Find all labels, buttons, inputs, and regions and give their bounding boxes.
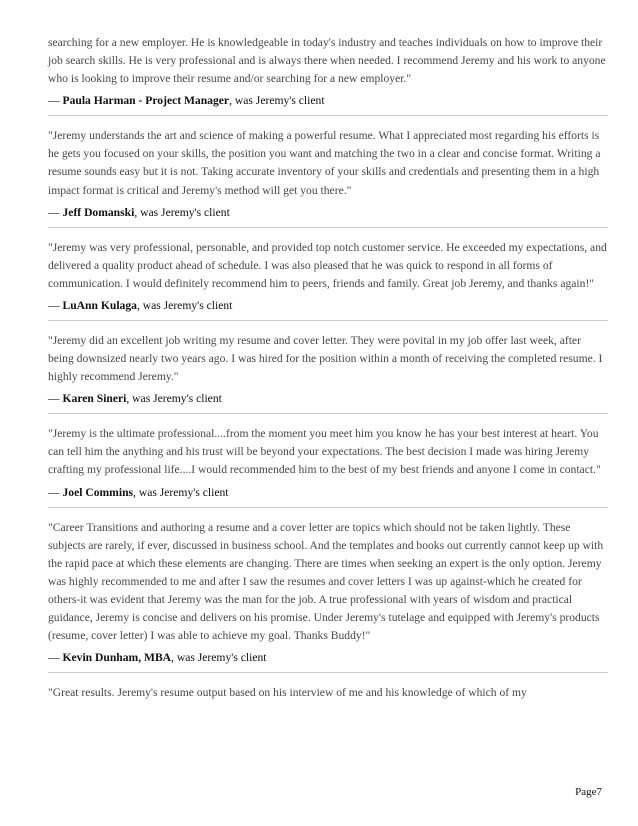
testimonial [48, 332, 608, 414]
attribution-suffix: , was Jeremy's client [134, 205, 230, 219]
attribution-suffix: , was Jeremy's client [171, 651, 267, 665]
testimonial [48, 684, 608, 702]
client-name: Karen Sineri [62, 392, 127, 406]
testimonial [48, 239, 608, 321]
testimonial-quote: "Jeremy was very professional, personable, and provided top notch customer service. He exceeded my expectations, and delivered a quality product ahead of schedule. I was also pleased that he was quick to respond in all forms of communication. I would definitely recommend him to peers, friends and family. Great job Jeremy, and thanks again!" [48, 240, 607, 290]
testimonial-quote: "Jeremy understands the art and science of making a powerful resume. What I appreciated most regarding his efforts is he gets you focused on your skills, the position you want and matching the two in a clear and concise format. Writing a resume sounds easy but it is not. Taking accurate inventory of your skills and credentials and presenting them in a high impact format is critical and Jeremy's method will get you there." [48, 129, 601, 197]
attribution-dash: — [48, 485, 63, 499]
divider [48, 320, 608, 321]
divider [48, 672, 608, 673]
testimonial-quote: "Jeremy did an excellent job writing my resume and cover letter. They were povital in my job offer last week, after being downsized nearly two years ago. I was hired for the position within a month of receiving the completed resume. I highly recommend Jeremy." [48, 333, 603, 384]
attribution-dash: — [48, 205, 63, 219]
divider [48, 227, 608, 228]
attribution-suffix: , was Jeremy's client [126, 392, 222, 406]
divider [48, 413, 608, 414]
client-name: Jeff Domanski [62, 205, 135, 219]
client-name: Joel Commins [62, 485, 134, 499]
attribution-dash: — [48, 392, 63, 406]
testimonials-list [48, 34, 608, 713]
attribution-suffix: , was Jeremy's client [229, 94, 325, 108]
trailing-quote: "Great results. Jeremy's resume output based on his interview of me and his knowledge of which of my [48, 686, 527, 700]
attribution-dash: — [48, 94, 63, 108]
divider [48, 115, 608, 116]
testimonial-quote: "Jeremy is the ultimate professional....from the moment you meet him you know he has your best interest at heart. You can tell him the anything and his trust will be beyond your expectations. The best decision I made was hiring Jeremy crafting my professional life....I would recommended him to the best of my best friends and anyone I come in contact." [48, 427, 601, 477]
page-number: Page7 [575, 786, 602, 798]
testimonial-attribution [48, 92, 608, 110]
testimonial-attribution [48, 297, 608, 315]
testimonial-attribution [48, 204, 608, 222]
testimonial-quote: searching for a new employer. He is knowledgeable in today's industry and teaches individuals on how to improve their job search skills. He is very professional and is always there when needed. I recommend Jeremy and his work to anyone who is looking to improve their resume and/or searching for a new employer." [48, 36, 606, 86]
attribution-suffix: , was Jeremy's client [133, 485, 229, 499]
testimonial-attribution [48, 390, 608, 408]
attribution-dash: — [48, 298, 63, 312]
testimonial-attribution [48, 649, 608, 667]
client-name: Paula Harman - Project Manager [62, 94, 230, 108]
client-name: Kevin Dunham, MBA [62, 651, 172, 665]
client-name: LuAnn Kulaga [62, 298, 137, 312]
divider [48, 507, 608, 508]
testimonial [48, 519, 608, 674]
testimonial-quote: "Career Transitions and authoring a resume and a cover letter are topics which should not be taken lightly. These subjects are rarely, if ever, discussed in business school. And the templates and books out currently cannot keep up with the rapid pace at which these elements are changing. There are times when seeking an expert is the only option. Jeremy was highly recommended to me and after I saw the resumes and cover letters I was up against-which he created for others-it was evident that Jeremy was the man for the job. A true professional with years of wisdom and practical guidance, Jeremy is concise and delivers on his promise. Under Jeremy's tutelage and equipped with Jeremy's products (resume, cover letter) I was able to achieve my goal. Thanks Buddy!" [48, 520, 604, 643]
testimonial-attribution [48, 484, 608, 502]
testimonial [48, 425, 608, 507]
testimonial [48, 127, 608, 227]
testimonial [48, 34, 608, 116]
attribution-dash: — [48, 651, 63, 665]
attribution-suffix: , was Jeremy's client [136, 298, 233, 312]
